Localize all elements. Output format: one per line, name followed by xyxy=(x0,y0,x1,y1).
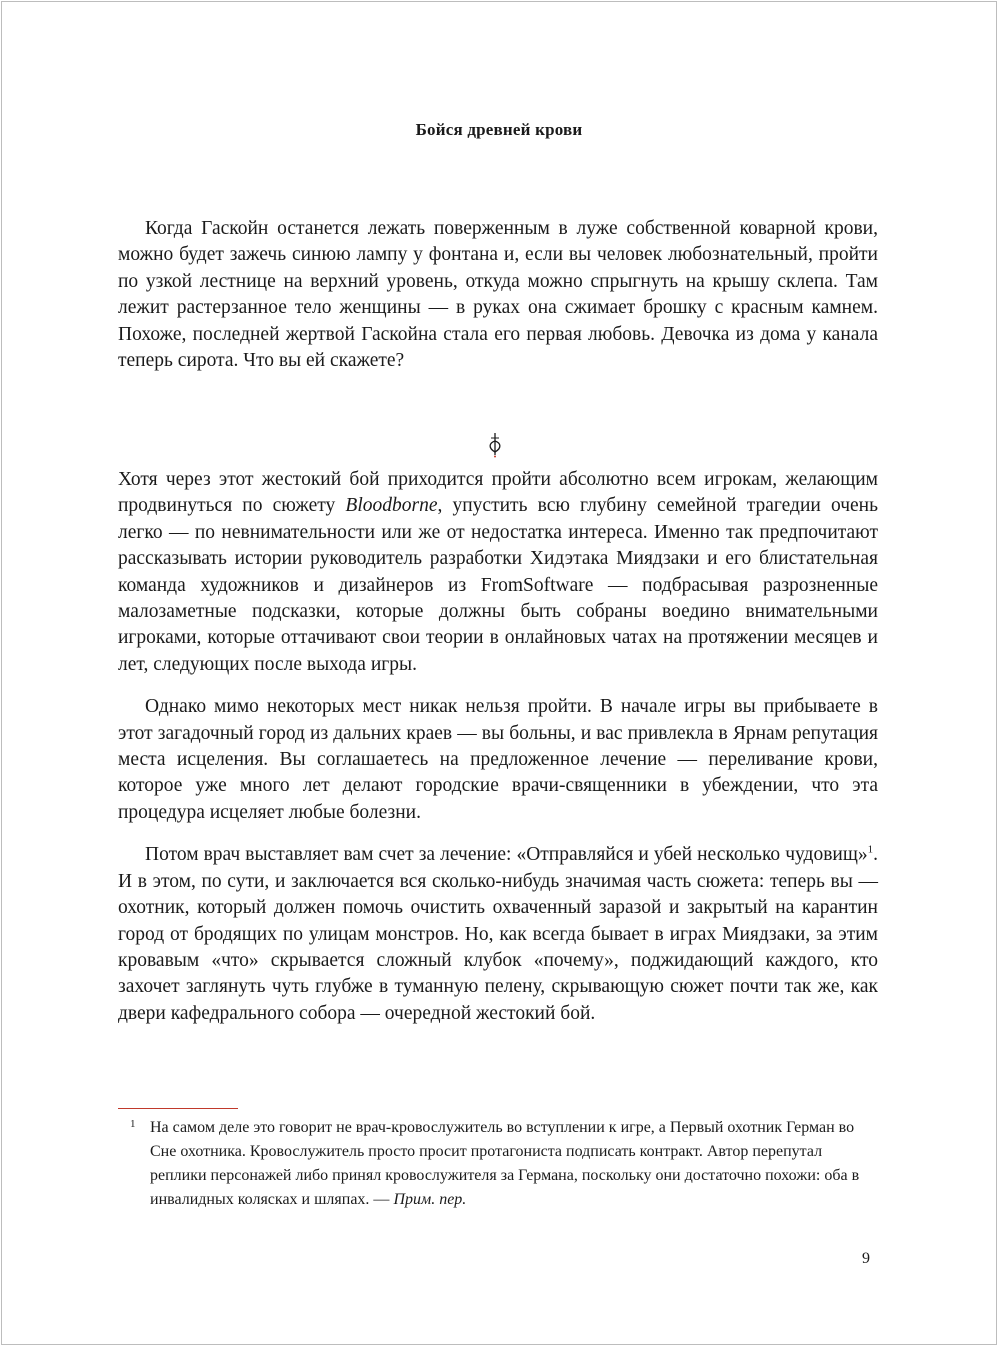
paragraph-1-part-a: Хотя через этот жестокий бой приходится пройти абсолютно всем игрокам, желающим продвинуться по сюжету xyxy=(118,469,878,517)
main-section xyxy=(118,467,878,1027)
footnote-reference[interactable]: 1 xyxy=(867,843,874,856)
footnote xyxy=(118,1116,878,1212)
intro-section xyxy=(118,216,878,374)
page-number: 9 xyxy=(862,1250,870,1267)
book-page xyxy=(1,1,997,1345)
intro-paragraph: Когда Гаскойн останется лежать поверженным в луже собственной коварной крови, можно будет зажечь синюю лампу у фонтана и, если вы человек любознательный, пройти по узкой лестнице на верхний уровень, откуда можно спрыгнуть на крышу склепа. Там лежит растерзанное тело женщины — в руках она сжимает брошку с красным камнем. Похоже, последней жертвой Гаскойна стала его первая любовь. Девочка из дома у канала теперь сирота. Что вы ей скажете? xyxy=(118,218,878,372)
paragraph-1 xyxy=(118,467,878,678)
paragraph-3-part-a: Потом врач выставляет вам счет за лечение: «Отправляйся и убей несколько чудовищ» xyxy=(145,844,868,866)
running-header: Бойся древней крови xyxy=(415,120,583,139)
footnote-divider xyxy=(118,1108,238,1109)
footnote-number: 1 xyxy=(130,1118,136,1130)
translator-note: Прим. пер. xyxy=(393,1191,467,1208)
game-title: Bloodborne xyxy=(345,495,438,517)
paragraph-3 xyxy=(118,842,878,1027)
footnote-text xyxy=(150,1116,878,1212)
paragraph-2: Однако мимо некоторых мест никак нельзя пройти. В начале игры вы прибываете в этот загадочный город из дальних краев — вы больны, и вас привлекла в Ярнам репутация места исцеления. Вы соглашаетесь на предложенное лечение — переливание крови, которое уже много лет делают городские врачи-священники в убеждении, что эта процедура исцеляет любые болезни. xyxy=(118,696,878,823)
paragraph-3-part-b: . И в этом, по сути, и заключается вся сколько-нибудь значимая часть сюжета: теперь вы — охотник, который должен помочь очистить охваченный заразой и закрытый на карантин город от бродящих по улицам монстров. Но, как всегда бывает в играх Миядзаки, за этим кровавым «что» скрывается сложный клубок «почему», поджидающий каждого, кто захочет заглянуть чуть глубже в туманную пелену, скрывающую сюжет почти так же, как двери кафедрального собора — очередной жестокий бой. xyxy=(118,844,878,1024)
fleuron-icon xyxy=(485,432,505,458)
footnote-body: На самом деле это говорит не врач-кровослужитель во вступлении к игре, а Первый охотник Герман во Сне охотника. Кровослужитель просто просит протагониста подписать контракт. Автор перепутал реплики персонажей либо принял кровослужителя за Германа, поскольку они достаточно похожи: оба в инвалидных колясках и шляпах. — xyxy=(150,1119,860,1208)
paragraph-1-part-b: , упустить всю глубину семейной трагедии очень легко — по невнимательности или же от недостатка интереса. Именно так предпочитают рассказывать истории руководитель разработки Хидэтака Миядзаки и его блистательная команда художников и дизайнеров из FromSoftware — подбрасывая разрозненные малозаметные подсказки, которые должны быть собраны воедино внимательными игроками, которые оттачивают свои теории в онлайновых чатах на протяжении месяцев и лет, следующих после выхода игры. xyxy=(118,495,878,675)
